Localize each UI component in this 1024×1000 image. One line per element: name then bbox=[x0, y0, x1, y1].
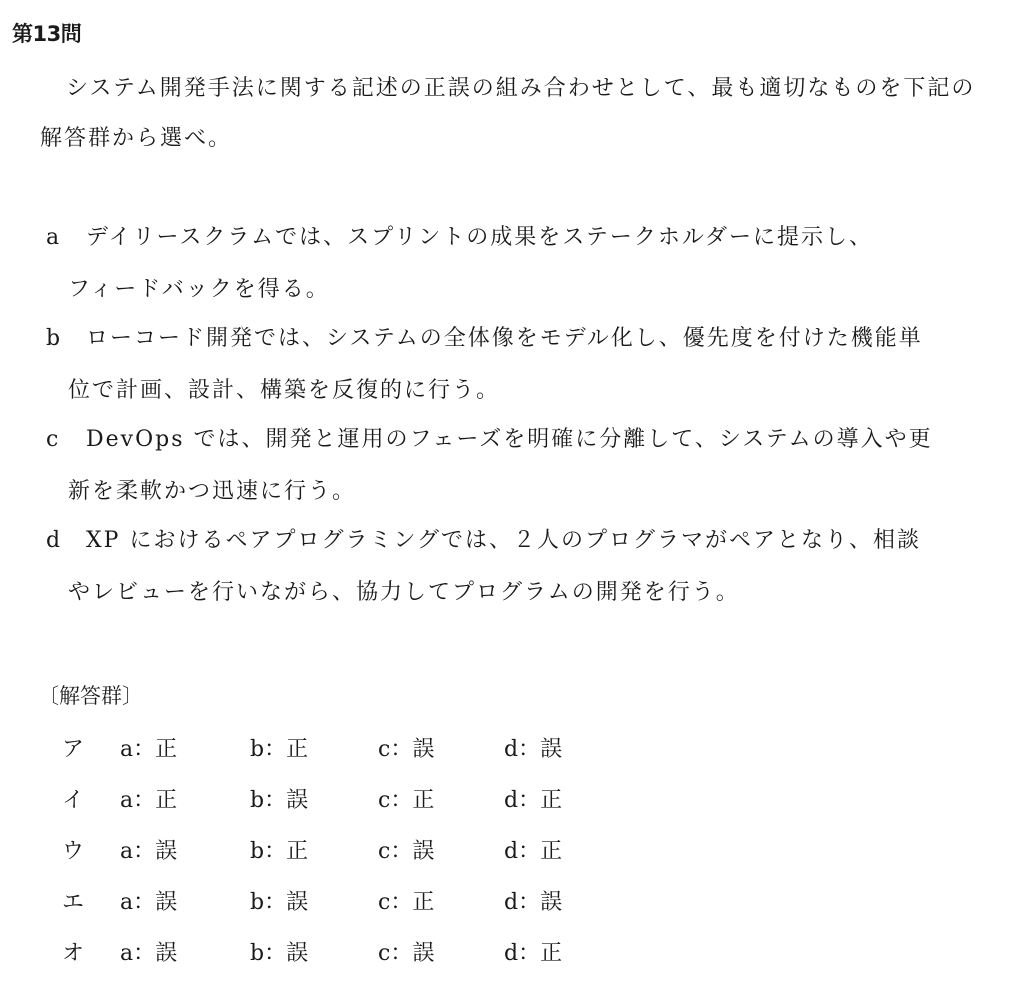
option-a-value: a：誤 bbox=[120, 839, 178, 864]
option-c-value: c：正 bbox=[378, 890, 435, 915]
option-a-value: a：正 bbox=[120, 737, 178, 762]
option-kana: イ bbox=[62, 788, 85, 813]
statement-text-continued: 位で計画、設計、構築を反復的に行う。 bbox=[68, 378, 501, 403]
option-b-value: b：誤 bbox=[250, 941, 309, 966]
statement-text: デイリースクラムでは、スプリントの成果をステークホルダーに提示し、 bbox=[86, 225, 873, 250]
option-kana: オ bbox=[62, 941, 85, 966]
option-b-value: b：正 bbox=[250, 737, 309, 762]
statement-text: ローコード開発では、システムの全体像をモデル化し、優先度を付けた機能単 bbox=[86, 326, 923, 351]
statement-letter: d bbox=[46, 528, 61, 553]
statement-text: XP におけるペアプログラミングでは、２人のプログラマがペアとなり、相談 bbox=[86, 528, 922, 553]
option-d-value: d：正 bbox=[504, 839, 563, 864]
statement-d bbox=[46, 515, 988, 619]
option-c-value: c：誤 bbox=[378, 941, 435, 966]
statement-c bbox=[46, 414, 988, 518]
option-kana: エ bbox=[62, 890, 85, 915]
statement-letter: b bbox=[46, 326, 61, 351]
option-c-value: c：正 bbox=[378, 788, 435, 813]
question-number: 第13問 bbox=[12, 22, 82, 46]
statement-b bbox=[46, 313, 988, 417]
option-a-value: a：誤 bbox=[120, 890, 178, 915]
option-d-value: d：誤 bbox=[504, 890, 563, 915]
option-d-value: d：正 bbox=[504, 941, 563, 966]
option-kana: ア bbox=[62, 737, 85, 762]
answer-group-label: 〔解答群〕 bbox=[38, 684, 143, 708]
option-d-value: d：誤 bbox=[504, 737, 563, 762]
option-c-value: c：誤 bbox=[378, 839, 435, 864]
option-a-value: a：誤 bbox=[120, 941, 178, 966]
option-a-value: a：正 bbox=[120, 788, 178, 813]
option-b-value: b：誤 bbox=[250, 890, 309, 915]
statement-a bbox=[46, 212, 988, 316]
statement-text-continued: 新を柔軟かつ迅速に行う。 bbox=[68, 479, 357, 504]
option-c-value: c：誤 bbox=[378, 737, 435, 762]
option-d-value: d：正 bbox=[504, 788, 563, 813]
statement-text-continued: やレビューを行いながら、協力してプログラムの開発を行う。 bbox=[68, 580, 740, 605]
statement-letter: a bbox=[46, 225, 60, 250]
option-kana: ウ bbox=[62, 839, 85, 864]
option-b-value: b：誤 bbox=[250, 788, 309, 813]
statement-letter: c bbox=[46, 427, 59, 452]
option-b-value: b：正 bbox=[250, 839, 309, 864]
question-stem: システム開発手法に関する記述の正誤の組み合わせとして、最も適切なものを下記の解答群から選べ。 bbox=[40, 76, 976, 151]
statement-text-continued: フィードバックを得る。 bbox=[68, 277, 330, 302]
statement-text: DevOps では、開発と運用のフェーズを明確に分離して、システムの導入や更 bbox=[86, 427, 933, 452]
